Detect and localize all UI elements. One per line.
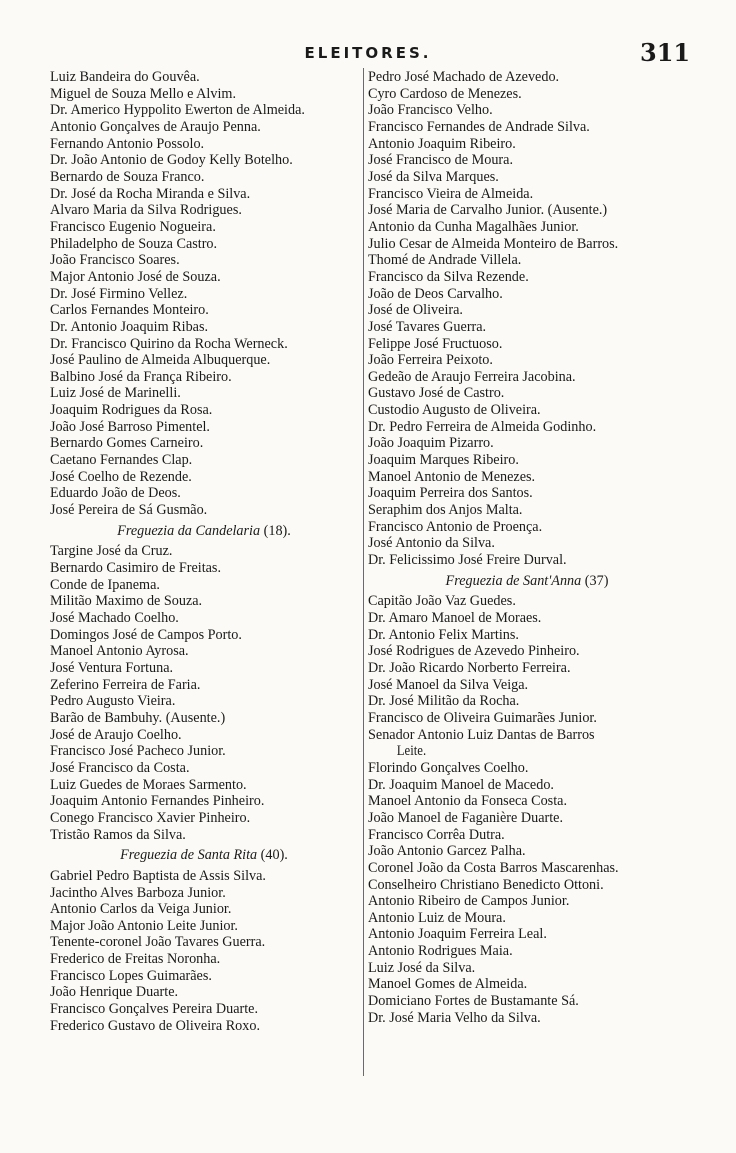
list-item: José Paulino de Almeida Albuquerque.: [50, 352, 271, 369]
list-item: Philadelpho de Souza Castro.: [50, 235, 218, 252]
list-item: João de Deos Carvalho.: [368, 285, 503, 302]
list-item: Dr. Antonio Joaquim Ribas.: [50, 318, 209, 335]
left-top-list: [50, 69, 358, 519]
list-item: Francisco Fernandes de Andrade Silva.: [368, 118, 590, 135]
list-item: José Tavares Guerra.: [368, 318, 487, 335]
list-item: Francisco Eugenio Nogueira.: [50, 218, 216, 235]
list-item: José de Araujo Coelho.: [50, 726, 182, 743]
section-count: (40).: [260, 847, 288, 864]
list-item: José Machado Coelho.: [50, 610, 179, 626]
list-item: Capitão João Vaz Guedes.: [368, 593, 516, 610]
section-heading-santanna: [368, 573, 686, 590]
left-column: [50, 69, 358, 1034]
list-item: José Francisco da Costa.: [50, 759, 190, 776]
list-item: José de Oliveira.: [368, 302, 463, 319]
section-count: (37): [584, 572, 609, 589]
list-item: Miguel de Souza Mello e Alvim.: [50, 85, 236, 102]
list-item: Caetano Fernandes Clap.: [50, 452, 193, 469]
list-item: Florindo Gonçalves Coelho.: [368, 759, 529, 776]
list-item: Dr. Pedro Ferreira de Almeida Godinho.: [368, 418, 597, 435]
list-item: Frederico de Freitas Noronha.: [50, 951, 221, 968]
list-item: Dr. João Ricardo Norberto Ferreira.: [368, 659, 571, 676]
list-item: Dr. Antonio Felix Martins.: [368, 626, 519, 643]
list-item: José Maria de Carvalho Junior. (Ausente.): [368, 202, 608, 219]
list-item: Francisco da Silva Rezende.: [368, 268, 529, 285]
list-item: Domingos José de Campos Porto.: [50, 626, 242, 643]
list-item: José Ventura Fortuna.: [50, 659, 174, 676]
list-item: Targine José da Cruz.: [50, 543, 173, 560]
list-item: Bernardo de Souza Franco.: [50, 168, 205, 185]
list-item: Antonio Ribeiro de Campos Junior.: [368, 893, 570, 910]
section-count: (18).: [263, 522, 291, 539]
list-item: Luiz Bandeira do Gouvêa.: [50, 69, 200, 85]
right-top-list: [368, 69, 686, 569]
list-item: Julio Cesar de Almeida Monteiro de Barros.: [368, 235, 619, 252]
list-item: Balbino José da França Ribeiro.: [50, 368, 232, 385]
list-item: Francisco Corrêa Dutra.: [368, 826, 505, 843]
list-item: Dr. Amaro Manoel de Moraes.: [368, 610, 542, 626]
list-item: Felippe José Fructuoso.: [368, 335, 503, 352]
list-item: Antonio Joaquim Ferreira Leal.: [368, 926, 547, 943]
list-item: Eduardo João de Deos.: [50, 485, 181, 502]
section-heading-santa-rita: [50, 847, 358, 864]
list-item: Jacintho Alves Barboza Junior.: [50, 884, 226, 901]
list-item: Tristão Ramos da Silva.: [50, 826, 186, 843]
list-item: Gustavo José de Castro.: [368, 385, 505, 402]
list-item: Joaquim Marques Ribeiro.: [368, 452, 519, 469]
list-item: Barão de Bambuhy. (Ausente.): [50, 709, 226, 726]
list-item: Francisco Vieira de Almeida.: [368, 185, 534, 202]
list-item: Domiciano Fortes de Bustamante Sá.: [368, 993, 579, 1010]
list-item: João Francisco Soares.: [50, 252, 180, 269]
list-item: Antonio Gonçalves de Araujo Penna.: [50, 118, 261, 135]
list-item: José Francisco de Moura.: [368, 152, 513, 169]
list-item: Major Antonio José de Souza.: [50, 268, 221, 285]
list-item: Antonio da Cunha Magalhães Junior.: [368, 218, 579, 235]
santanna-list: [368, 593, 686, 1026]
list-item: Luiz José de Marinelli.: [50, 385, 181, 402]
right-column: [368, 69, 686, 1026]
list-item: Dr. José da Rocha Miranda e Silva.: [50, 185, 251, 202]
list-item: Thomé de Andrade Villela.: [368, 252, 522, 269]
list-item: Gedeão de Araujo Ferreira Jacobina.: [368, 368, 576, 385]
list-item: Major João Antonio Leite Junior.: [50, 917, 238, 934]
list-item: José Coelho de Rezende.: [50, 468, 192, 485]
page-header-title: ELEITORES.: [304, 44, 432, 62]
list-item: Carlos Fernandes Monteiro.: [50, 302, 209, 319]
list-item: Antonio Carlos da Veiga Junior.: [50, 901, 232, 918]
list-item: Frederico Gustavo de Oliveira Roxo.: [50, 1017, 260, 1034]
list-item: Conego Francisco Xavier Pinheiro.: [50, 809, 251, 826]
list-item: Bernardo Gomes Carneiro.: [50, 435, 204, 452]
list-item: Francisco José Pacheco Junior.: [50, 743, 226, 760]
list-item: Francisco de Oliveira Guimarães Junior.: [368, 709, 597, 726]
list-item: João Antonio Garcez Palha.: [368, 843, 526, 860]
section-heading-candelaria: [50, 523, 358, 540]
list-item: Manoel Antonio de Menezes.: [368, 468, 536, 485]
list-item: João Francisco Velho.: [368, 102, 493, 119]
list-item: Custodio Augusto de Oliveira.: [368, 402, 541, 419]
santa-rita-list: [50, 868, 358, 1035]
list-item: Dr. Joaquim Manoel de Macedo.: [368, 776, 554, 793]
list-item: José Manoel da Silva Veiga.: [368, 676, 529, 693]
list-item: Antonio Joaquim Ribeiro.: [368, 135, 516, 152]
list-item: Seraphim dos Anjos Malta.: [368, 502, 523, 519]
list-item: Francisco Gonçalves Pereira Duarte.: [50, 1001, 258, 1018]
list-item: Manoel Antonio Ayrosa.: [50, 643, 189, 660]
section-title: Freguezia de Santa Rita: [120, 847, 258, 864]
column-divider: [363, 68, 364, 1076]
list-item: Dr. Francisco Quirino da Rocha Werneck.: [50, 335, 288, 352]
list-item: José Antonio da Silva.: [368, 535, 495, 552]
list-item: Dr. Felicissimo José Freire Durval.: [368, 552, 567, 569]
list-item: Joaquim Rodrigues da Rosa.: [50, 402, 213, 419]
list-item: João José Barroso Pimentel.: [50, 418, 210, 435]
list-item: Pedro José Machado de Azevedo.: [368, 69, 560, 85]
list-item: Dr. Americo Hyppolito Ewerton de Almeida.: [50, 102, 305, 119]
list-item: Joaquim Perreira dos Santos.: [368, 485, 533, 502]
list-item: Luiz Guedes de Moraes Sarmento.: [50, 776, 247, 793]
list-item: Cyro Cardoso de Menezes.: [368, 85, 522, 102]
list-item: Francisco Lopes Guimarães.: [50, 967, 212, 984]
list-item: Bernardo Casimiro de Freitas.: [50, 560, 221, 577]
page-number: 311: [640, 38, 691, 67]
list-item: Joaquim Antonio Fernandes Pinheiro.: [50, 793, 265, 810]
section-title: Freguezia da Candelaria: [117, 522, 261, 539]
list-item: Coronel João da Costa Barros Mascarenhas.: [368, 859, 619, 876]
list-item: João Manoel de Faganière Duarte.: [368, 809, 564, 826]
list-item: Dr. José Firmino Vellez.: [50, 285, 188, 302]
list-item: Antonio Rodrigues Maia.: [368, 943, 513, 960]
list-item: José Pereira de Sá Gusmão.: [50, 502, 208, 519]
list-item: Leite.: [396, 743, 427, 760]
list-item: Dr. José Militão da Rocha.: [368, 693, 520, 710]
list-item: Manoel Gomes de Almeida.: [368, 976, 528, 993]
list-item: Antonio Luiz de Moura.: [368, 909, 506, 926]
list-item: João Ferreira Peixoto.: [368, 352, 493, 369]
list-item: Conde de Ipanema.: [50, 576, 160, 593]
list-item: José da Silva Marques.: [368, 168, 499, 185]
list-item: Conselheiro Christiano Benedicto Ottoni.: [368, 876, 604, 893]
list-item: Tenente-coronel João Tavares Guerra.: [50, 934, 266, 951]
list-item: José Rodrigues de Azevedo Pinheiro.: [368, 643, 580, 660]
list-item: Senador Antonio Luiz Dantas de Barros: [368, 726, 595, 743]
list-item: Gabriel Pedro Baptista de Assis Silva.: [50, 867, 266, 884]
list-item: Pedro Augusto Vieira.: [50, 693, 176, 710]
list-item: Militão Maximo de Souza.: [50, 593, 203, 610]
list-item: Francisco Antonio de Proença.: [368, 518, 543, 535]
list-item: Luiz José da Silva.: [368, 959, 476, 976]
list-item: Alvaro Maria da Silva Rodrigues.: [50, 202, 242, 219]
list-item: Manoel Antonio da Fonseca Costa.: [368, 793, 567, 810]
list-item: João Joaquim Pizarro.: [368, 435, 494, 452]
list-item: João Henrique Duarte.: [50, 984, 179, 1001]
list-item: Dr. José Maria Velho da Silva.: [368, 1009, 541, 1026]
candelaria-list: [50, 543, 358, 843]
list-item: Dr. João Antonio de Godoy Kelly Botelho.: [50, 152, 293, 169]
section-title: Freguezia de Sant'Anna: [445, 572, 582, 589]
list-item: Fernando Antonio Possolo.: [50, 135, 205, 152]
list-item: Zeferino Ferreira de Faria.: [50, 676, 201, 693]
